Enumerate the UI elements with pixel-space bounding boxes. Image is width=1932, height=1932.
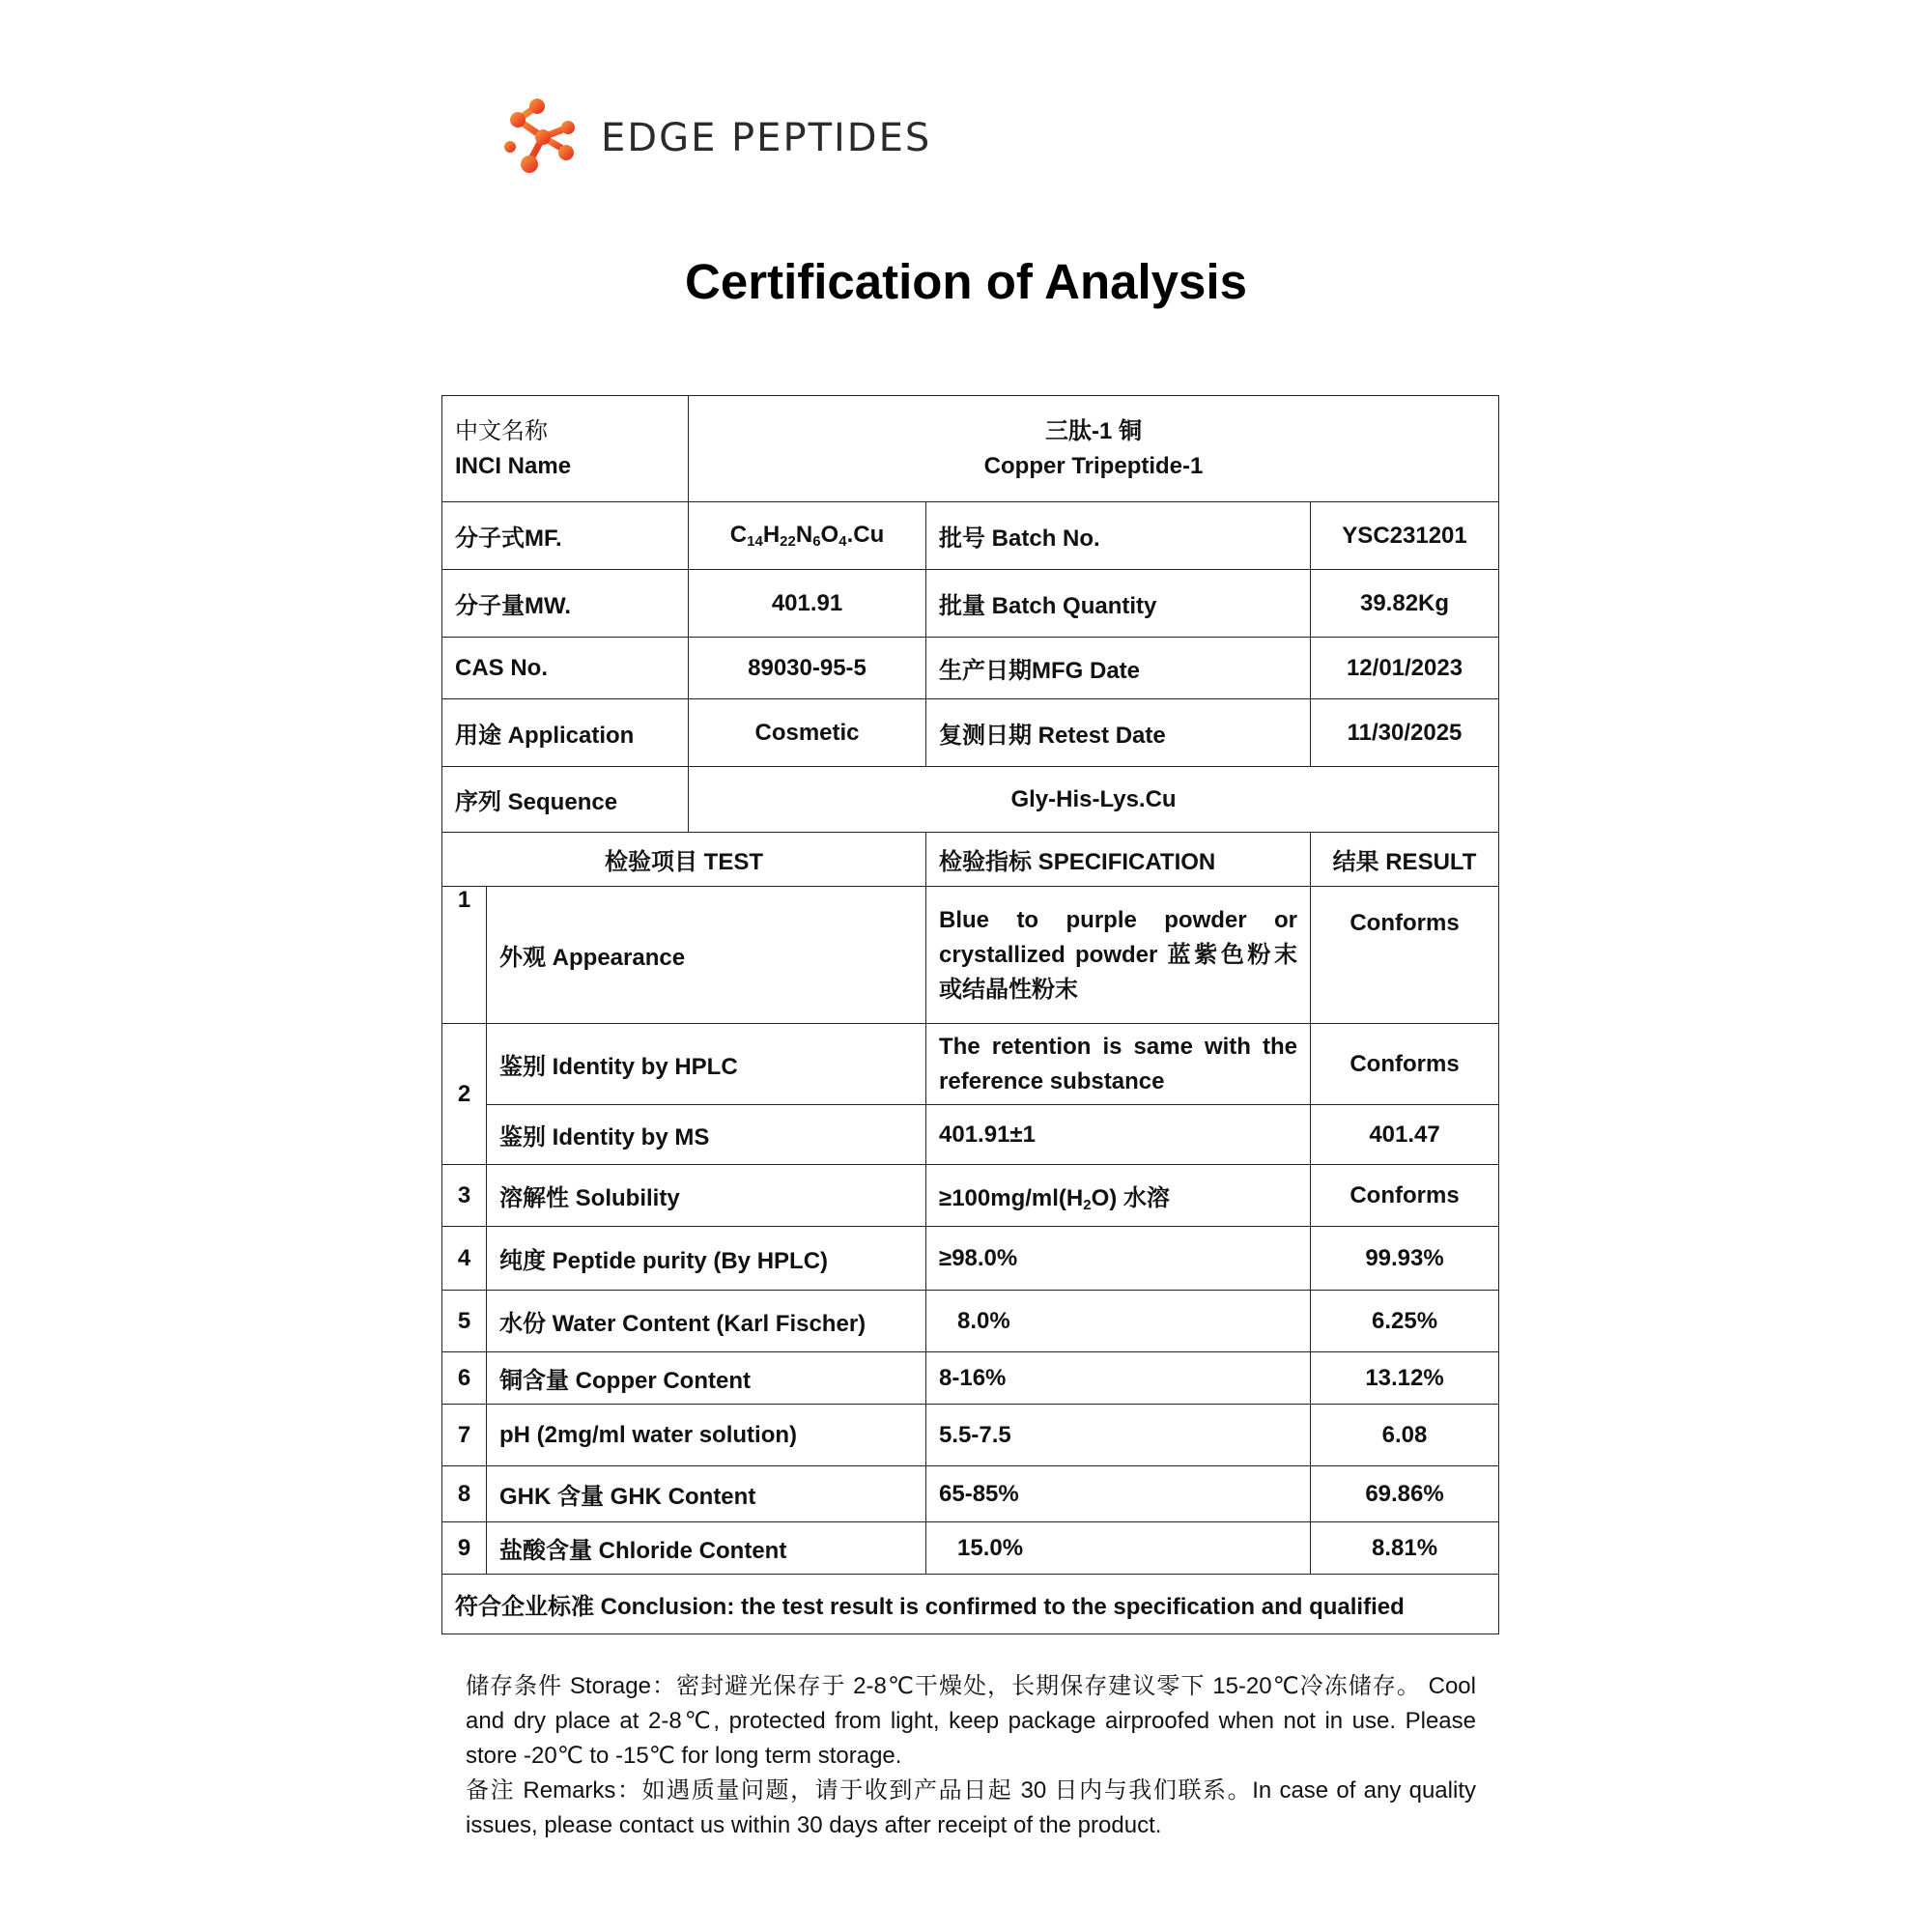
row-number: 5 bbox=[442, 1291, 487, 1352]
batch-no-value: YSC231201 bbox=[1311, 502, 1499, 570]
test-spec: 8.0% bbox=[926, 1291, 1311, 1352]
test-result: 6.25% bbox=[1311, 1291, 1499, 1352]
test-spec: 5.5-7.5 bbox=[926, 1405, 1311, 1466]
document-title: Certification of Analysis bbox=[685, 254, 1247, 309]
test-row-4 bbox=[442, 1227, 1499, 1291]
mf-row bbox=[442, 502, 1499, 570]
cas-label: CAS No. bbox=[442, 638, 689, 699]
mfg-date-label: 生产日期MFG Date bbox=[926, 638, 1311, 699]
test-spec: The retention is same with the reference substance bbox=[926, 1024, 1311, 1105]
test-result: 99.93% bbox=[1311, 1227, 1499, 1291]
application-label: 用途 Application bbox=[442, 699, 689, 767]
test-spec: 8-16% bbox=[926, 1352, 1311, 1405]
test-result: 6.08 bbox=[1311, 1405, 1499, 1466]
test-name: 水份 Water Content (Karl Fischer) bbox=[487, 1291, 926, 1352]
test-result: Conforms bbox=[1311, 1024, 1499, 1105]
mf-label: 分子式MF. bbox=[442, 502, 689, 570]
conclusion-row bbox=[442, 1575, 1499, 1634]
batch-no-label: 批号 Batch No. bbox=[926, 502, 1311, 570]
test-spec: 15.0% bbox=[926, 1522, 1311, 1575]
test-row-8 bbox=[442, 1466, 1499, 1522]
row-number: 8 bbox=[442, 1466, 487, 1522]
inci-label-cell bbox=[442, 396, 689, 502]
test-spec: 65-85% bbox=[926, 1466, 1311, 1522]
test-result: 69.86% bbox=[1311, 1466, 1499, 1522]
test-result: 401.47 bbox=[1311, 1105, 1499, 1165]
test-spec: Blue to purple powder or crystallized powder 蓝紫色粉末或结晶性粉末 bbox=[926, 887, 1311, 1024]
test-spec: 401.91±1 bbox=[926, 1105, 1311, 1165]
inci-label-en: INCI Name bbox=[455, 452, 572, 479]
sequence-value: Gly-His-Lys.Cu bbox=[689, 767, 1499, 833]
inci-label-cn: 中文名称 bbox=[455, 417, 548, 444]
cas-value: 89030-95-5 bbox=[689, 638, 926, 699]
row-number: 3 bbox=[442, 1165, 487, 1227]
test-row-7 bbox=[442, 1405, 1499, 1466]
batch-qty-value: 39.82Kg bbox=[1311, 570, 1499, 638]
brand-name: EDGE PEPTIDES bbox=[601, 116, 932, 160]
mfg-date-value: 12/01/2023 bbox=[1311, 638, 1499, 699]
sequence-row bbox=[442, 767, 1499, 833]
analysis-table bbox=[441, 395, 1499, 1634]
row-number: 1 bbox=[442, 887, 487, 1024]
test-row-1 bbox=[442, 887, 1499, 1024]
test-spec: $\ge 100mg/ml(H_2O)$ 水溶 bbox=[926, 1165, 1311, 1227]
row-number: 2 bbox=[442, 1024, 487, 1165]
sequence-label: 序列 Sequence bbox=[442, 767, 689, 833]
mf-value: $C_{14}H_{22}N_6O_4.Cu$ bbox=[689, 502, 926, 570]
header-spec: 检验指标 SPECIFICATION bbox=[926, 833, 1311, 887]
inci-row bbox=[442, 396, 1499, 502]
molecule-logo-icon bbox=[502, 95, 580, 182]
storage-text: 储存条件 Storage：密封避光保存于 2-8℃干燥处，长期保存建议零下 15-20℃冷冻储存。 Cool and dry place at 2-8℃, protected from light, keep package airproofed when not in use. Please store -20℃ to -15℃ for long term storage. bbox=[466, 1673, 1476, 1769]
retest-date-value: 11/30/2025 bbox=[1311, 699, 1499, 767]
test-result: 13.12% bbox=[1311, 1352, 1499, 1405]
brand-logo bbox=[502, 95, 931, 182]
test-name: 鉴别 Identity by HPLC bbox=[487, 1024, 926, 1105]
row-number: 7 bbox=[442, 1405, 487, 1466]
test-row-9 bbox=[442, 1522, 1499, 1575]
test-result: Conforms bbox=[1311, 1165, 1499, 1227]
test-spec: ≥98.0% bbox=[926, 1227, 1311, 1291]
mw-label: 分子量MW. bbox=[442, 570, 689, 638]
test-result: 8.81% bbox=[1311, 1522, 1499, 1575]
mw-row bbox=[442, 570, 1499, 638]
row-number: 6 bbox=[442, 1352, 487, 1405]
test-name: GHK 含量 GHK Content bbox=[487, 1466, 926, 1522]
test-name: 铜含量 Copper Content bbox=[487, 1352, 926, 1405]
header-result: 结果 RESULT bbox=[1311, 833, 1499, 887]
header-row bbox=[442, 833, 1499, 887]
retest-date-label: 复测日期 Retest Date bbox=[926, 699, 1311, 767]
application-row bbox=[442, 699, 1499, 767]
header-test: 检验项目 TEST bbox=[442, 833, 926, 887]
conclusion: 符合企业标准 Conclusion: the test result is confirmed to the specification and qualified bbox=[442, 1575, 1499, 1634]
test-name: 鉴别 Identity by MS bbox=[487, 1105, 926, 1165]
batch-qty-label: 批量 Batch Quantity bbox=[926, 570, 1311, 638]
inci-value-cell bbox=[689, 396, 1499, 502]
test-name: pH (2mg/ml water solution) bbox=[487, 1405, 926, 1466]
row-number: 9 bbox=[442, 1522, 487, 1575]
mw-value: 401.91 bbox=[689, 570, 926, 638]
test-result: Conforms bbox=[1311, 887, 1499, 1024]
test-name: 溶解性 Solubility bbox=[487, 1165, 926, 1227]
test-name: 外观 Appearance bbox=[487, 887, 926, 1024]
test-row-2a bbox=[442, 1024, 1499, 1105]
application-value: Cosmetic bbox=[689, 699, 926, 767]
test-name: 盐酸含量 Chloride Content bbox=[487, 1522, 926, 1575]
test-row-6 bbox=[442, 1352, 1499, 1405]
remarks-text: 备注 Remarks：如遇质量问题，请于收到产品日起 30 日内与我们联系。In case of any quality issues, please contact us within 30 days after receipt of the product. bbox=[466, 1777, 1476, 1838]
inci-value-en: Copper Tripeptide-1 bbox=[983, 452, 1204, 479]
inci-value-cn: 三肽-1 铜 bbox=[1045, 417, 1143, 444]
cas-row bbox=[442, 638, 1499, 699]
storage-notes bbox=[466, 1669, 1476, 1843]
test-row-2b bbox=[442, 1105, 1499, 1165]
test-row-5 bbox=[442, 1291, 1499, 1352]
row-number: 4 bbox=[442, 1227, 487, 1291]
test-row-3 bbox=[442, 1165, 1499, 1227]
test-name: 纯度 Peptide purity (By HPLC) bbox=[487, 1227, 926, 1291]
